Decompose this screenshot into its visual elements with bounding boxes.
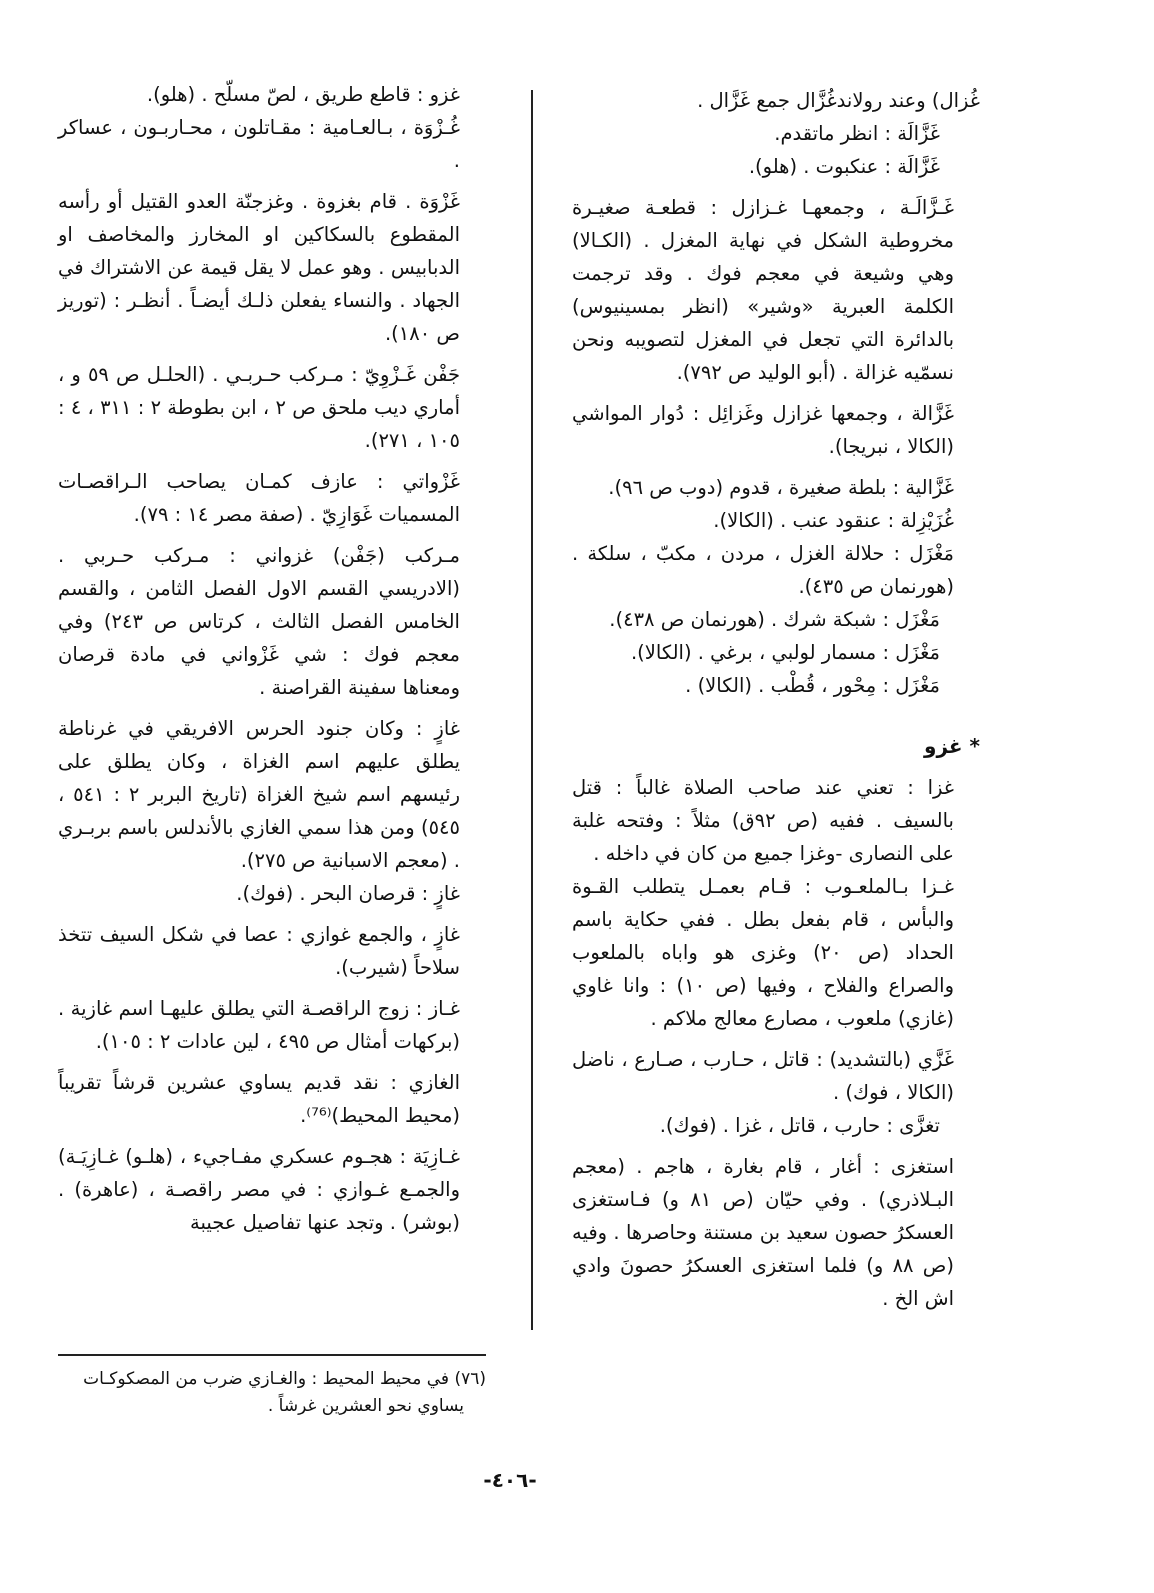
right-column xyxy=(572,84,980,1315)
entry-ghazzala-whorl: غَـزَّالَـة ، وجمعهـا غـزازل : قطعـة صغيـرة مخروطية الشكل في نهاية المغزل . (الكـالا) وهي وشيعة في معجم فوك . وقد ترجمت الكلمة العبرية «وشير» (انظر بمسينيوس) بالدائرة التي تجعل في المغزل لتصويبه ونحن نسمّيه غزالة . (أبو الوليد ص ٧٩٢). xyxy=(572,196,954,384)
entry-ghaziya: غـازِيَة : هجـوم عسكري مفـاجيء ، (هلـو) غـازِيَـة) والجمـع غـوازي : في مصر راقصـة ، (عاهرة) . (بوشر) . وتجد عنها تفاصيل عجيبة xyxy=(58,1145,460,1234)
entry-ghaza-bilmalub: غـزا بـالملعـوب : قـام بعمـل يتطلب القـوة والبأس ، قام بفعل بطل . ففي حكاية باسم الحداد (ص ٢٠) وغزى هو واباه بالملعوب والصراع والفلاح ، وفيها (ص ١٠) : وانا غاوي (غازي) ملعوب ، مصارع معالج ملاكم . xyxy=(572,875,954,1030)
entry-ghazin-pirate: غازٍ : قرصان البحر . (فوك). xyxy=(236,882,460,905)
page-number: -٤٠٦- xyxy=(483,1468,537,1492)
entry-ghazwa-raid: غَزْوَة . قام بغزوة . وغزجنّة العدو القتيل أو رأسه المقطوع بالسكاكين او المخارز والمخاصف او الدبابيس . وهو عمل لا يقل قيمة عن الاشتراك في الجهاد . والنساء يفعلن ذلـك أيضـاً . أنظـر : (توريز ص ١٨٠). xyxy=(58,190,460,345)
entry-alghazi-coin: الغازي : نقد قديم يساوي عشرين قرشاً تقريباً (محيط المحيط)⁽⁷⁶⁾. xyxy=(58,1071,460,1127)
entry-ghuzw-bandit: غزو : قاطع طريق ، لصّ مسلّح . (هلو). xyxy=(146,83,460,106)
left-column xyxy=(58,78,486,1239)
footnote xyxy=(58,1366,486,1420)
entry-ghazwati: غَزْواتي : عازف كمـان يصاحب الـراقصـات المسميات غَوَازِيّ . (صفة مصر ١٤ : ٧٩). xyxy=(58,470,460,526)
entry-maghzal-screw: مَغْزَل : مسمار لولبي ، برغي . (الكالا). xyxy=(630,641,940,664)
entry-maghzal-spindle: مَغْزَل : حلالة الغزل ، مردن ، مكبّ ، سلكة . (هورنمان ص ٤٣٥). xyxy=(572,542,954,598)
entry-maghzal-axis: مَغْزَل : مِحْور ، قُطْب . (الكالا) . xyxy=(685,674,940,697)
root-heading-ghazw: * غزو xyxy=(924,734,980,758)
entry-ghaza: غزا : تعني عند صاحب الصلاة غالباً : قتل بالسيف . ففيه (ص ٩٢ق) مثلاً : وفتحه غلبة على النصارى -وغزا جميع من كان في داخله . xyxy=(572,776,954,865)
entry-ghazzala-1: غَزَّالَة : انظر ماتقدم. xyxy=(774,122,940,145)
entry-ghazzala-waterwheel: غَزَّالة ، وجمعها غزازل وغَزائِل : دُوار المواشي (الكالا ، نبريجا). xyxy=(572,402,954,458)
entry-ghuzayzila: غُزَيْزِلة : عنقود عنب . (الكالا). xyxy=(713,509,954,532)
footnote-line-2: يساوي نحو العشرين غرشاً . xyxy=(267,1396,464,1416)
entry-ghazin-husband: غـاز : زوج الراقصـة التي يطلق عليهـا اسم غازية . (بركهات أمثال ص ٤٩٥ ، لين عادات ٢ : ١٠٥). xyxy=(58,997,460,1053)
column-divider xyxy=(531,90,533,1330)
entry-istaghza: استغزى : أغار ، قام بغارة ، هاجم . (معجم البـلاذري) . وفي حيّان (ص ٨١ و) فـاستغزى العسكرُ حصون سعيد بن مستنة وحاصرها . وفيه (ص ٨٨ و) فلما استغزى العسكرُ حصونَ وادي اش الخ . xyxy=(572,1155,954,1310)
entry-ghazin-stick: غازٍ ، والجمع غوازي : عصا في شكل السيف تتخذ سلاحاً (شيرب). xyxy=(58,923,460,979)
entry-ghazzaliya: غَزَّالية : بلطة صغيرة ، قدوم (دوب ص ٩٦). xyxy=(608,476,954,499)
entry-maghzal-trap: مَغْزَل : شبكة شرك . (هورنمان ص ٤٣٨). xyxy=(609,608,940,631)
footnote-line-1: (٧٦) في محيط المحيط : والغـازي ضرب من المصكوكـات xyxy=(83,1369,486,1389)
entry-markab-ghazwani: مـركب (جَفْن) غزواني : مـركب حـربي . (الادريسي القسم الاول الفصل الثامن ، والقسم الخامس الفصل الثالث ، كرتاس ص ٢٤٣) وفي معجم فوك : شي غَزْواني في مادة قرصان ومعناها سفينة القراصنة . xyxy=(58,544,460,699)
entry-ghazzala-spider: غَزَّالَة : عنكبوت . (هلو). xyxy=(748,155,940,178)
entry-ghuzal-continuation: غُزال) وعند رولاندغُزَّال جمع غَزَّال . xyxy=(697,89,980,112)
entry-jafn-ghazwi: جَفْن غَـزْوِيّ : مـركب حـربـي . (الحلـل ص ٥٩ و ، أماري ديب ملحق ص ٢ ، ابن بطوطة ٢ : ٣١١ ، ٤ : ١٠٥ ، ٢٧١). xyxy=(58,363,460,452)
entry-taghazza: تغزَّى : حارب ، قاتل ، غزا . (فوك). xyxy=(659,1114,940,1137)
entry-ghuzwa-fighters: غُـزْوَة ، بـالعـامية : مقـاتلون ، محـاربـون ، عساكر . xyxy=(58,116,460,172)
entry-ghazin-guard: غازٍ : وكان جنود الحرس الافريقي في غرناطة يطلق عليهم اسم الغزاة ، وكان يطلق على رئيسهم اسم شيخ الغزاة (تاريخ البربر ٢ : ٥٤١ ، ٥٤٥) ومن هذا سمي الغازي بالأندلس باسم بربـري . (معجم الاسبانية ص ٢٧٥). xyxy=(58,717,460,872)
footnote-divider xyxy=(58,1354,486,1356)
entry-ghazza: غَزَّي (بالتشديد) : قاتل ، حـارب ، صـارع ، ناضل (الكالا ، فوك) . xyxy=(572,1048,954,1104)
